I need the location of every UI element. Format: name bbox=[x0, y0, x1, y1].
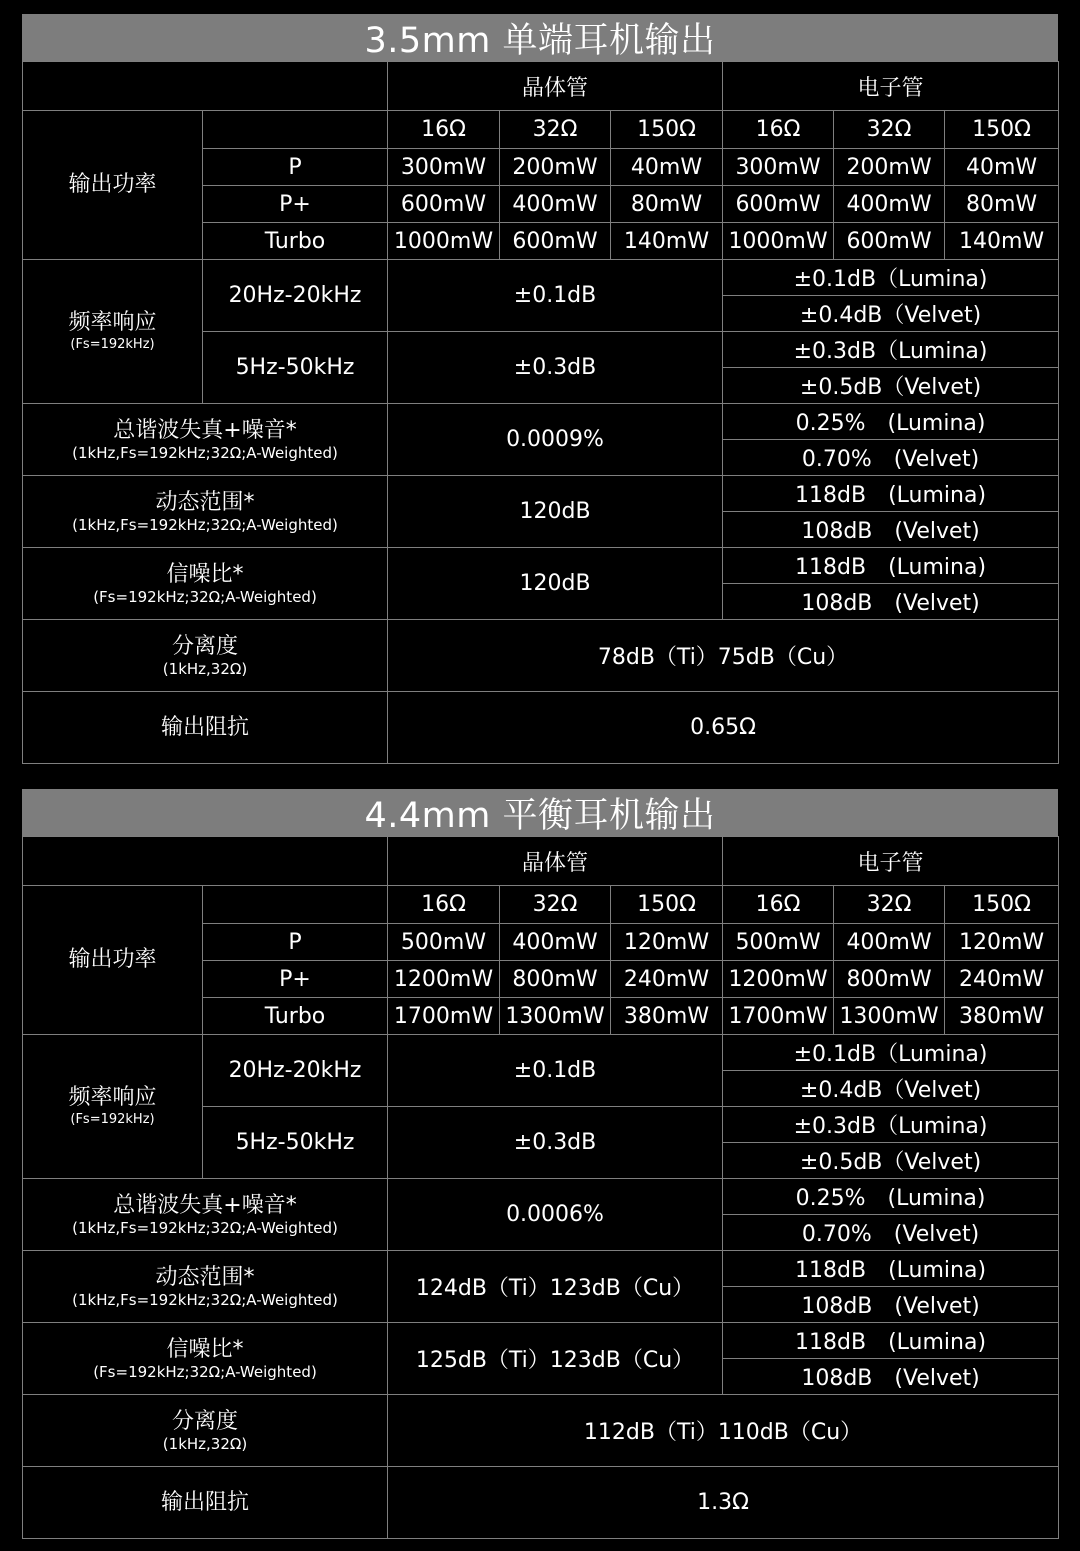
section-4-4mm-balanced bbox=[22, 789, 1058, 1539]
power-value: 400mW bbox=[834, 924, 945, 961]
output-impedance-label: 输出阻抗 bbox=[23, 692, 388, 764]
section-3-5mm-single-ended bbox=[22, 14, 1058, 764]
impedance-header: 16Ω bbox=[388, 111, 500, 149]
section-title: 3.5mm 单端耳机输出 bbox=[22, 14, 1058, 61]
power-value: 400mW bbox=[500, 186, 611, 223]
power-value: 1300mW bbox=[834, 998, 945, 1035]
freq-tube-velvet: ±0.4dB（Velvet) bbox=[723, 296, 1059, 332]
power-value: 600mW bbox=[388, 186, 500, 223]
freq-tube-velvet: ±0.4dB（Velvet) bbox=[723, 1071, 1059, 1107]
impedance-header: 16Ω bbox=[723, 886, 834, 924]
dr-transistor: 120dB bbox=[388, 476, 723, 548]
freq-tube-lumina: ±0.3dB（Lumina) bbox=[723, 332, 1059, 368]
power-value: 600mW bbox=[723, 186, 834, 223]
thd-label: 总谐波失真+噪音* (1kHz,Fs=192kHz;32Ω;A-Weighted) bbox=[23, 1179, 388, 1251]
header-corner bbox=[23, 837, 388, 886]
snr-transistor: 120dB bbox=[388, 548, 723, 620]
power-value: 1000mW bbox=[723, 223, 834, 260]
power-value: 80mW bbox=[945, 186, 1059, 223]
thd-transistor: 0.0009% bbox=[388, 404, 723, 476]
thd-tube-velvet: 0.70% (Velvet) bbox=[723, 440, 1059, 476]
spec-table bbox=[22, 61, 1059, 764]
header-corner bbox=[23, 62, 388, 111]
power-label: 输出功率 bbox=[23, 111, 203, 260]
dr-label: 动态范围* (1kHz,Fs=192kHz;32Ω;A-Weighted) bbox=[23, 476, 388, 548]
freq-transistor: ±0.1dB bbox=[388, 260, 723, 332]
impedance-corner bbox=[203, 111, 388, 149]
snr-tube-velvet: 108dB (Velvet) bbox=[723, 1359, 1059, 1395]
impedance-header: 150Ω bbox=[945, 111, 1059, 149]
thd-tube-lumina: 0.25% (Lumina) bbox=[723, 404, 1059, 440]
power-mode: Turbo bbox=[203, 223, 388, 260]
group-header-tube: 电子管 bbox=[723, 62, 1059, 111]
impedance-header: 16Ω bbox=[723, 111, 834, 149]
freq-range: 5Hz-50kHz bbox=[203, 1107, 388, 1179]
output-impedance-label: 输出阻抗 bbox=[23, 1467, 388, 1539]
power-value: 140mW bbox=[611, 223, 723, 260]
power-value: 600mW bbox=[834, 223, 945, 260]
freq-range: 20Hz-20kHz bbox=[203, 1035, 388, 1107]
snr-transistor: 125dB（Ti）123dB（Cu） bbox=[388, 1323, 723, 1395]
separation-value: 112dB（Ti）110dB（Cu） bbox=[388, 1395, 1059, 1467]
freq-transistor: ±0.3dB bbox=[388, 332, 723, 404]
power-value: 1300mW bbox=[500, 998, 611, 1035]
power-mode: P+ bbox=[203, 961, 388, 998]
power-value: 40mW bbox=[945, 149, 1059, 186]
snr-tube-lumina: 118dB (Lumina) bbox=[723, 1323, 1059, 1359]
power-value: 120mW bbox=[611, 924, 723, 961]
separation-label: 分离度 (1kHz,32Ω) bbox=[23, 1395, 388, 1467]
power-value: 1200mW bbox=[723, 961, 834, 998]
power-value: 380mW bbox=[611, 998, 723, 1035]
thd-tube-lumina: 0.25% (Lumina) bbox=[723, 1179, 1059, 1215]
power-value: 240mW bbox=[611, 961, 723, 998]
dr-transistor: 124dB（Ti）123dB（Cu） bbox=[388, 1251, 723, 1323]
power-value: 500mW bbox=[388, 924, 500, 961]
power-value: 600mW bbox=[500, 223, 611, 260]
freq-tube-velvet: ±0.5dB（Velvet) bbox=[723, 368, 1059, 404]
power-value: 1200mW bbox=[388, 961, 500, 998]
power-value: 400mW bbox=[500, 924, 611, 961]
impedance-header: 150Ω bbox=[611, 111, 723, 149]
impedance-header: 32Ω bbox=[834, 886, 945, 924]
freq-tube-velvet: ±0.5dB（Velvet) bbox=[723, 1143, 1059, 1179]
dr-tube-lumina: 118dB (Lumina) bbox=[723, 1251, 1059, 1287]
impedance-header: 32Ω bbox=[500, 111, 611, 149]
power-value: 500mW bbox=[723, 924, 834, 961]
power-value: 380mW bbox=[945, 998, 1059, 1035]
dr-tube-lumina: 118dB (Lumina) bbox=[723, 476, 1059, 512]
impedance-header: 16Ω bbox=[388, 886, 500, 924]
power-mode: P+ bbox=[203, 186, 388, 223]
freq-transistor: ±0.1dB bbox=[388, 1035, 723, 1107]
impedance-corner bbox=[203, 886, 388, 924]
freq-label: 频率响应 (Fs=192kHz) bbox=[23, 1035, 203, 1179]
power-value: 1700mW bbox=[723, 998, 834, 1035]
thd-transistor: 0.0006% bbox=[388, 1179, 723, 1251]
power-value: 200mW bbox=[834, 149, 945, 186]
group-header-transistor: 晶体管 bbox=[388, 837, 723, 886]
thd-tube-velvet: 0.70% (Velvet) bbox=[723, 1215, 1059, 1251]
power-value: 80mW bbox=[611, 186, 723, 223]
dr-tube-velvet: 108dB (Velvet) bbox=[723, 1287, 1059, 1323]
freq-transistor: ±0.3dB bbox=[388, 1107, 723, 1179]
power-value: 140mW bbox=[945, 223, 1059, 260]
power-label: 输出功率 bbox=[23, 886, 203, 1035]
thd-label: 总谐波失真+噪音* (1kHz,Fs=192kHz;32Ω;A-Weighted) bbox=[23, 404, 388, 476]
power-value: 240mW bbox=[945, 961, 1059, 998]
power-value: 800mW bbox=[500, 961, 611, 998]
freq-range: 5Hz-50kHz bbox=[203, 332, 388, 404]
dr-label: 动态范围* (1kHz,Fs=192kHz;32Ω;A-Weighted) bbox=[23, 1251, 388, 1323]
power-mode: P bbox=[203, 924, 388, 961]
power-value: 40mW bbox=[611, 149, 723, 186]
impedance-header: 32Ω bbox=[834, 111, 945, 149]
snr-label: 信噪比* (Fs=192kHz;32Ω;A-Weighted) bbox=[23, 548, 388, 620]
freq-tube-lumina: ±0.3dB（Lumina) bbox=[723, 1107, 1059, 1143]
dr-tube-velvet: 108dB (Velvet) bbox=[723, 512, 1059, 548]
power-value: 1000mW bbox=[388, 223, 500, 260]
power-value: 1700mW bbox=[388, 998, 500, 1035]
impedance-header: 150Ω bbox=[945, 886, 1059, 924]
power-value: 800mW bbox=[834, 961, 945, 998]
separation-label: 分离度 (1kHz,32Ω) bbox=[23, 620, 388, 692]
section-title: 4.4mm 平衡耳机输出 bbox=[22, 789, 1058, 836]
power-mode: P bbox=[203, 149, 388, 186]
group-header-transistor: 晶体管 bbox=[388, 62, 723, 111]
group-header-tube: 电子管 bbox=[723, 837, 1059, 886]
power-value: 200mW bbox=[500, 149, 611, 186]
power-value: 400mW bbox=[834, 186, 945, 223]
freq-range: 20Hz-20kHz bbox=[203, 260, 388, 332]
snr-label: 信噪比* (Fs=192kHz;32Ω;A-Weighted) bbox=[23, 1323, 388, 1395]
power-value: 120mW bbox=[945, 924, 1059, 961]
spec-table bbox=[22, 836, 1059, 1539]
snr-tube-velvet: 108dB (Velvet) bbox=[723, 584, 1059, 620]
power-mode: Turbo bbox=[203, 998, 388, 1035]
output-impedance-value: 0.65Ω bbox=[388, 692, 1059, 764]
freq-tube-lumina: ±0.1dB（Lumina) bbox=[723, 1035, 1059, 1071]
impedance-header: 32Ω bbox=[500, 886, 611, 924]
freq-label: 频率响应 (Fs=192kHz) bbox=[23, 260, 203, 404]
output-impedance-value: 1.3Ω bbox=[388, 1467, 1059, 1539]
power-value: 300mW bbox=[723, 149, 834, 186]
snr-tube-lumina: 118dB (Lumina) bbox=[723, 548, 1059, 584]
power-value: 300mW bbox=[388, 149, 500, 186]
separation-value: 78dB（Ti）75dB（Cu） bbox=[388, 620, 1059, 692]
impedance-header: 150Ω bbox=[611, 886, 723, 924]
freq-tube-lumina: ±0.1dB（Lumina) bbox=[723, 260, 1059, 296]
